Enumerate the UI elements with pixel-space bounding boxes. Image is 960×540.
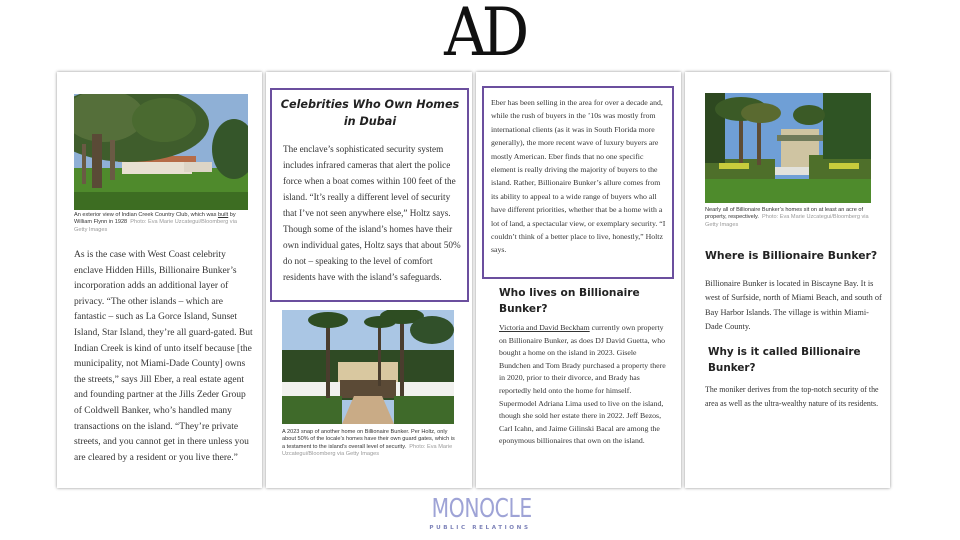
caption-text-cont: by William Flynn in 1928: [74, 212, 236, 226]
beckham-link[interactable]: Victoria and David Beckham: [499, 323, 590, 332]
photo-gated-home: [282, 310, 454, 424]
highlighted-excerpt-box: [482, 86, 674, 279]
article-panel-4: [685, 72, 890, 488]
article-panel-3: [476, 72, 681, 488]
photo-caption: [705, 207, 875, 229]
article-paragraph: [499, 322, 667, 448]
photo-caption: [282, 429, 458, 459]
monocle-pr-logo: [418, 494, 542, 532]
section-heading-who-lives: Who lives on Billionaire Bunker?: [499, 287, 640, 315]
caption-text: An exterior view of Indian Creek Country Club, which was: [74, 212, 218, 218]
monocle-subtitle: PUBLIC RELATIONS: [429, 525, 531, 531]
photo-illustration: [282, 310, 454, 424]
monocle-wordmark: MONOCLE: [431, 494, 532, 524]
article-panel-2: [266, 72, 472, 488]
paragraph-text: currently own property on Billionaire Bunker, as does DJ David Guetta, who bought a home on the island in 2023. Gisele Bundchen and Tom Brady purchased a property there in 2020, prior to their divorce, and Brady has reportedly held onto the home for himself. Supermodel Adriana Lima used to live on the island, though she sold her estate there in 2022. Jeff Bezos, Carl Icahn, and Jaime Gilinski Bacal are among the eponymous billionaires that own on the island.: [499, 323, 666, 446]
caption-text: A 2023 snap of another home on Billionaire Bunker. Per Holtz, only about 50% of the locale’s homes have their own guard gates, which is a testament to the island’s overall level of security.: [282, 429, 455, 450]
photo-credit: Photo: Eva Marie Uzcategui/Bloomberg via Getty Images: [74, 219, 237, 233]
photo-credit: Photo: Eva Marie Uzcategui/Bloomberg via Getty Images: [705, 214, 869, 228]
ad-logo: AD: [444, 0, 524, 71]
section-heading-why-called: Why is it called Billionaire Bunker?: [708, 346, 861, 374]
photo-illustration: [74, 94, 248, 210]
article-paragraph: The moniker derives from the top-notch security of the area as well as the ultra-wealthy nature of its residents.: [705, 385, 879, 408]
article-paragraph: Billionaire Bunker is located in Biscayne Bay. It is west of Surfside, north of Miami Beach, and south of Bay Harbor Islands. The village is within Miami-Dade County.: [705, 279, 882, 332]
section-heading-where-is: Where is Billionaire Bunker?: [705, 249, 878, 262]
caption-text: Nearly all of Billionaire Bunker’s homes sit on at least an acre of property, respectively.: [705, 207, 864, 221]
photo-indian-creek-country-club: [74, 94, 248, 210]
highlighted-excerpt-box: [270, 88, 469, 302]
photo-caption: [74, 212, 250, 234]
built-link[interactable]: built: [217, 212, 229, 218]
article-paragraph: Eber has been selling in the area for over a decade and, while the rush of buyers in the ’10s was mostly from international clients (as it was in South Florida more generally), the more recent wave of luxury buyers are mostly American. Eber finds that no one specific element is really driving the majority of buyers to the island. Rather, Billionaire Bunker’s allure comes from its ability to appeal to a wide range of buyers who all have different priorities, whether that be a home with a lot of land, a spectacular view, or exemplary security. “I couldn’t think of a better place to live, honestly,” Holtz says.: [491, 98, 666, 255]
photo-mansion: [705, 93, 871, 203]
article-paragraph: The enclave’s sophisticated security system includes infrared cameras that alert the police force when a boat comes within 100 feet of the island. “It’s really a different level of security that I’ve not seen anywhere else,” Holtz says. Though some of the island’s homes have their own individual gates, Holtz says that about 50% do not – speaking to the level of comfort residents have with the island’s safeguards.: [283, 144, 461, 282]
section-heading-celebrities-dubai[interactable]: Celebrities Who Own Homes in Dubai: [280, 98, 460, 128]
photo-illustration: [705, 93, 871, 203]
article-panel-1: [57, 72, 262, 488]
photo-credit: Photo: Eva Marie Uzcategui/Bloomberg via Getty Images: [282, 443, 453, 458]
article-paragraph: As is the case with West Coast celebrity enclave Hidden Hills, Billionaire Bunker’s incorporation adds an additional layer of privacy. “The other islands – which are fantastic – such as La Gorce Island, Sunset Island, Star Island, they’re all guard-gated. But Indian Creek is kind of unto itself because [the municipality, not Miami-Dade County] owns the streets,” says Jill Eber, a real estate agent and founding partner at the Jills Zeder Group of Coldwell Banker, who’s handled many transactions on the island. “They’re private streets, and you cannot get in there unless you are cleared by a resident or you live there.”: [74, 250, 253, 463]
